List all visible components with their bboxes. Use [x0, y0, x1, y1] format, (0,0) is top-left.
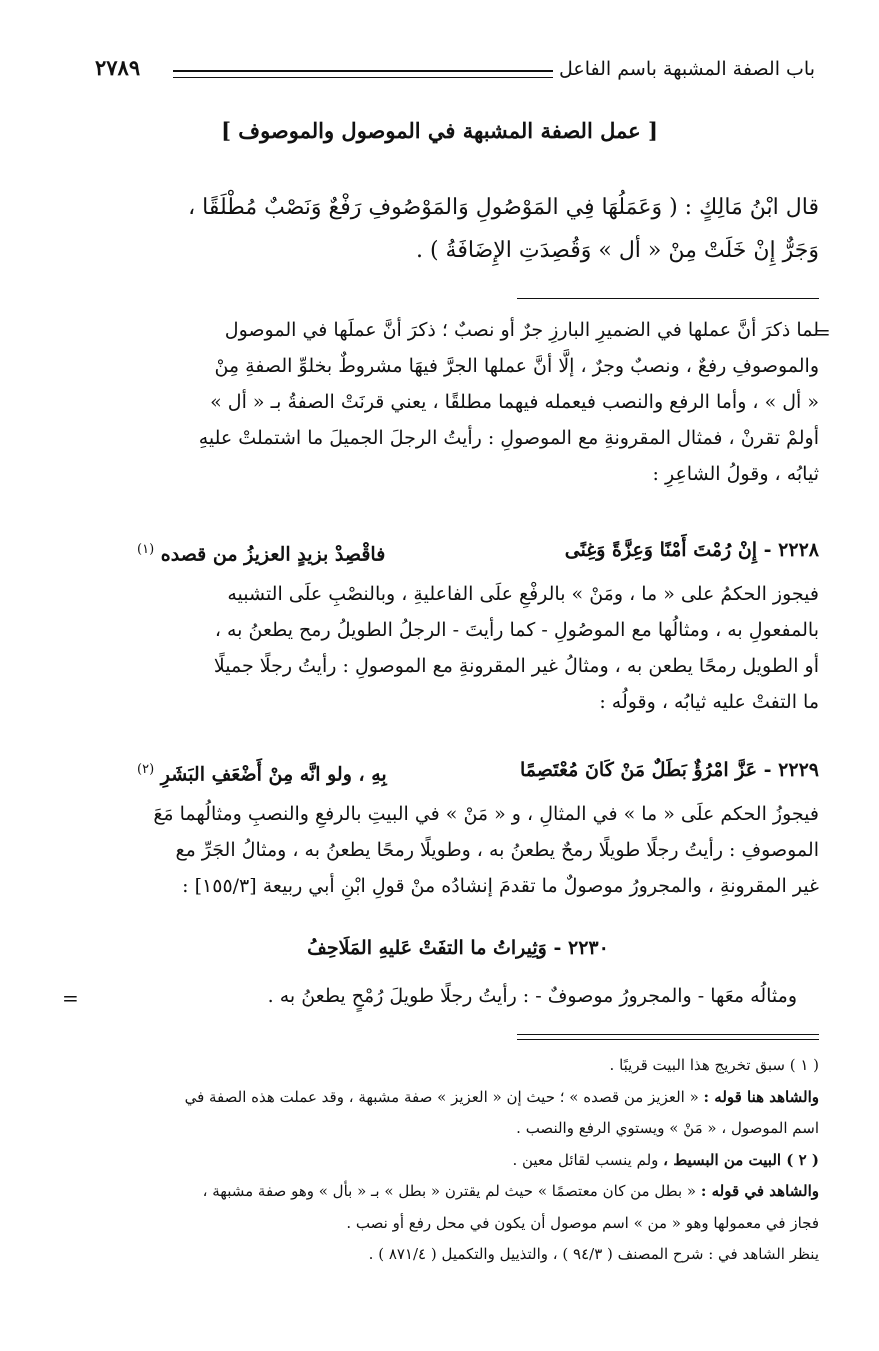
- verse-first-hemistich: [520, 752, 819, 788]
- matn-divider: [517, 298, 819, 299]
- verse-2229: [97, 752, 819, 788]
- paragraph-line: ثيابُه ، وقولُ الشاعِرِ :: [652, 463, 819, 485]
- paragraph-line: ما التفتْ عليه ثيابُه ، وقولُه :: [599, 691, 819, 713]
- chapter-title: باب الصفة المشبهة باسم الفاعل: [559, 58, 815, 80]
- paragraph-line: لما ذكرَ أنَّ عملها في الضميرِ البارزِ جرٌ أو نصبٌ ؛ ذكرَ أنَّ عملَها في الموصول: [224, 319, 819, 341]
- verse-text: بِهِ ، ولو انَّه مِنْ أَضْعَفِ البَشَرِ: [160, 763, 387, 786]
- paragraph-line: فيجوز الحكمُ على « ما ، ومَنْ » بالرفْعِ علَى الفاعليةِ ، وبالنصْبِ علَى التشبيه: [227, 583, 819, 605]
- verse-number: ٢٢٢٩: [778, 759, 819, 781]
- footnotes: [89, 1050, 819, 1271]
- footnote-text: « بطل من كان معتصمًا » حيث لم يقترن « بطل » بـ « بأل » وهو صفة مشبهة ،: [202, 1182, 701, 1200]
- continuation-mark: =: [814, 320, 831, 344]
- paragraph-line: أو الطويل رمحًا يطعن به ، ومثالُ غير المقرونةِ مع الموصولِ : رأيتُ رجلًا جميلًا: [213, 655, 819, 677]
- footnote-label: والشاهد هنا قوله :: [703, 1087, 819, 1106]
- verse-number: ٢٢٢٨: [778, 539, 819, 561]
- verse-first-hemistich: [565, 532, 819, 568]
- footnote-line: [89, 1145, 819, 1177]
- commentary-paragraph: [97, 796, 819, 904]
- page-number: ٢٧٨٩: [95, 55, 141, 80]
- footnote-line: ( ١ ) سبق تخريج هذا البيت قريبًا .: [609, 1056, 819, 1074]
- footnote-line: [89, 1176, 819, 1208]
- matn-quote: [97, 186, 819, 272]
- footnote-ref: (١): [137, 542, 155, 557]
- verse-text: - عَزَّ امْرُؤٌ بَطَلٌ مَنْ كَانَ مُعْتَصِمًا: [520, 759, 772, 781]
- header-rule: [173, 70, 553, 78]
- continuation-mark: =: [62, 986, 79, 1010]
- paragraph-line: بالمفعولِ به ، ومثالُها مع الموصُولِ - كما رأيتَ - الرجلُ الطويلُ رمح يطعنُ به ،: [214, 619, 819, 641]
- verse-second-hemistich: [137, 532, 385, 572]
- paragraph-line: والموصوفِ رفعٌ ، ونصبٌ وجرٌ ، إلَّا أنَّ عملها الجرَّ فيهَا مشروطٌ بخلوِّ الصفةِ مِنْ: [214, 355, 819, 377]
- verse-2228: [97, 532, 819, 568]
- commentary-paragraph: [97, 576, 819, 720]
- footnote-divider: [517, 1034, 819, 1040]
- verse-text: فاقْصِدْ بزيدٍ العزيزُ من قصده: [160, 543, 386, 566]
- footnote-ref: (٢): [137, 762, 155, 777]
- footnote-text: ولم ينسب لقائل معين .: [512, 1150, 664, 1169]
- commentary-paragraph: [97, 312, 819, 492]
- commentary-paragraph: [97, 978, 797, 1014]
- matn-line: وَجَرٌّ إِنْ خَلَتْ مِنْ « أل » وَقُصِدَتِ الإِضَافَةُ ) .: [415, 238, 819, 263]
- paragraph-line: الموصوفِ : رأيتُ رجلًا طويلًا رمحٌ يطعنُ به ، وطويلًا رمحًا يطعنُ به ، ومثالُ الجَرِّ مع: [175, 839, 819, 861]
- verse-text: - إِنْ رُمْتَ أَمْنًا وَعِزَّةً وَغِنًى: [564, 539, 772, 561]
- paragraph-line: أولمْ تقرنْ ، فمثال المقرونةِ مع الموصولِ : رأيتُ الرجلَ الجميلَ ما اشتملتْ عليهِ: [198, 427, 819, 449]
- paragraph-line: ومثالُه معَها - والمجرورُ موصوفٌ - : رأيتُ رجلًا طويلَ رُمْحٍ يطعنُ به .: [267, 985, 797, 1007]
- footnote-line: اسم الموصول ، « مَنْ » ويستوي الرفع والنصب .: [516, 1119, 819, 1137]
- verse-2230: ٢٢٣٠ - وَثِيراتُ ما التفَتْ عَليهِ المَلَاحِفُ: [307, 937, 609, 959]
- section-heading: [ عمل الصفة المشبهة في الموصول والموصوف ]: [221, 118, 658, 143]
- matn-line: قال ابْنُ مَالِكٍ : ( وَعَمَلُهَا فِي المَوْصُولِ وَالمَوْصُوفِ رَفْعٌ وَنَصْبٌ مُطْلَقًا ،: [188, 195, 819, 220]
- paragraph-line: فيجوزُ الحكم علَى « ما » في المثالِ ، و « مَنْ » في البيتِ بالرفعِ والنصبِ ومثالُهما مَعَ: [153, 803, 819, 825]
- footnote-line: ينظر الشاهد في : شرح المصنف ( ٩٤/٣ ) ، والتذييل والتكميل ( ٨٧١/٤ ) .: [368, 1245, 819, 1263]
- verse-second-hemistich: [137, 752, 387, 792]
- paragraph-line: « أل » ، وأما الرفع والنصب فيعمله فيهما مطلقًا ، يعني قرنَتْ الصفةُ بـ « أل »: [210, 391, 819, 413]
- footnote-line: [89, 1082, 819, 1114]
- running-header: [95, 55, 815, 88]
- paragraph-line: غير المقرونةِ ، والمجرورُ موصولٌ ما تقدمَ إنشادُه منْ قولِ ابْنِ أبي ربيعة [١٥٥/٣] :: [182, 875, 819, 897]
- footnote-line: فجاز في معمولها وهو « من » اسم موصول أن يكون في محل رفع أو نصب .: [346, 1213, 819, 1232]
- footnote-label: ( ٢ ) البيت من البسيط ،: [663, 1150, 819, 1169]
- footnote-text: « العزيز من قصده » ؛ حيث إن « العزيز » صفة مشبهة ، وقد عملت هذه الصفة في: [184, 1087, 704, 1106]
- footnote-label: والشاهد في قوله :: [700, 1182, 819, 1200]
